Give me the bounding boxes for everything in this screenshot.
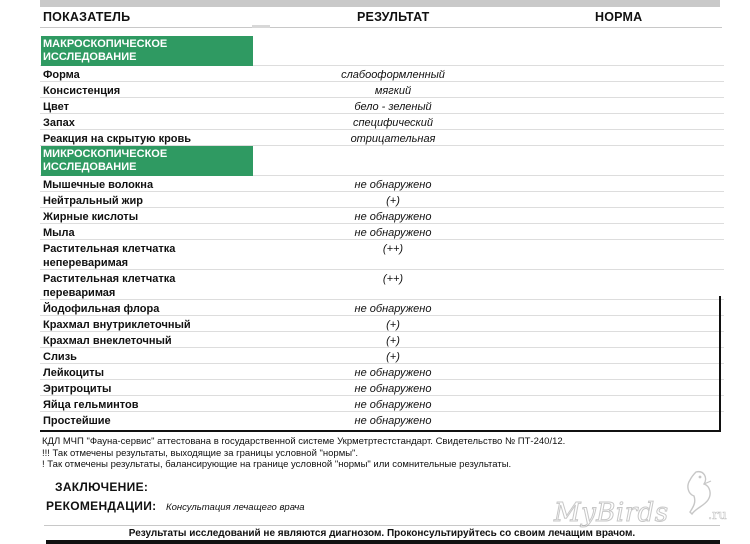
note-borderline: ! Так отмечены результаты, балансирующие на границе условной "нормы" или сомнительные результаты.: [42, 459, 512, 470]
section-title-micro: МИКРОСКОПИЧЕСКОЕ ИССЛЕДОВАНИЕ: [41, 146, 253, 176]
row-value: (++): [382, 273, 404, 285]
row-value: (++): [382, 243, 404, 255]
table-row: [40, 240, 724, 270]
table-right-border: [719, 296, 721, 432]
row-value: не обнаружено: [354, 367, 432, 379]
row-value: бело - зеленый: [354, 101, 432, 113]
row-name: Крахмал внутриклеточный: [43, 319, 191, 331]
table-row: [40, 224, 724, 240]
row-name: Мышечные волокна: [43, 179, 154, 191]
row-name: Мыла: [43, 227, 75, 239]
row-value: не обнаружено: [354, 227, 432, 239]
row-value: не обнаружено: [354, 415, 432, 427]
row-value: слабооформленный: [341, 69, 445, 81]
table-row: [40, 348, 724, 364]
watermark: [548, 468, 738, 538]
table-row: [40, 130, 724, 146]
conclusion-label: ЗАКЛЮЧЕНИЕ:: [55, 480, 149, 494]
table-row: [40, 364, 724, 380]
row-value: (+): [386, 351, 400, 363]
row-name: Растительная клетчатка непереваримая: [43, 243, 176, 269]
row-name: Простейшие: [43, 415, 111, 427]
watermark-text: MyBirds: [554, 498, 669, 528]
table-row: [40, 192, 724, 208]
row-name: Жирные кислоты: [43, 211, 139, 223]
disclaimer-underline: [46, 540, 720, 544]
table-row: [40, 208, 724, 224]
row-value: не обнаружено: [354, 399, 432, 411]
notes-block: [42, 436, 565, 471]
table-row: [40, 332, 724, 348]
table-bottom-border: [40, 430, 720, 432]
row-value: не обнаружено: [354, 383, 432, 395]
row-name: Яйца гельминтов: [43, 399, 139, 411]
table-row: [40, 396, 724, 412]
row-value: (+): [386, 335, 400, 347]
row-name: Консистенция: [43, 85, 121, 97]
row-name: Йодофильная флора: [43, 303, 160, 315]
table-row: [40, 176, 724, 192]
row-name: Лейкоциты: [43, 367, 104, 379]
row-name: Эритроциты: [43, 383, 112, 395]
header-norm: НОРМА: [595, 10, 643, 24]
header-result: РЕЗУЛЬТАТ: [357, 10, 430, 24]
table-row: [40, 300, 724, 316]
note-out-of-range: !!! Так отмечены результаты, выходящие за границы условной "нормы".: [42, 447, 359, 459]
table-row: [40, 380, 724, 396]
table-row: [40, 316, 724, 332]
row-name: Крахмал внеклеточный: [43, 335, 172, 347]
note-certificate: КДЛ МЧП "Фауна-сервис" аттестована в государственной системе Укрметртестстандарт. Свидетельство № ПТ-240/12.: [42, 436, 566, 447]
row-value: отрицательная: [350, 133, 436, 145]
row-value: мягкий: [374, 85, 412, 97]
row-name: Слизь: [43, 351, 77, 363]
table-row: [40, 66, 724, 82]
row-value: не обнаружено: [354, 179, 432, 191]
row-name: Форма: [43, 69, 80, 81]
row-value: (+): [386, 319, 400, 331]
table-row: [40, 270, 724, 300]
watermark-suffix: .ru: [708, 508, 727, 523]
row-value: (+): [386, 195, 400, 207]
disclaimer-text: Результаты исследований не являются диагнозом. Проконсультируйтесь со своим лечащим врачом.: [128, 528, 636, 539]
section-title-macro: МАКРОСКОПИЧЕСКОЕ ИССЛЕДОВАНИЕ: [41, 36, 253, 66]
row-value: специфический: [352, 117, 433, 129]
row-name: Запах: [43, 117, 75, 129]
recommendation-value: Консультация лечащего врача: [166, 502, 305, 513]
table-row: [40, 98, 724, 114]
table-row: [40, 412, 724, 428]
table-row: [40, 114, 724, 130]
header-param: ПОКАЗАТЕЛЬ: [43, 10, 131, 24]
table-row: [40, 82, 724, 98]
row-value: не обнаружено: [354, 211, 432, 223]
row-name: Нейтральный жир: [43, 195, 143, 207]
row-name: Реакция на скрытую кровь: [43, 133, 192, 145]
row-value: не обнаружено: [354, 303, 432, 315]
recommendation-label: РЕКОМЕНДАЦИИ:: [46, 499, 157, 513]
row-name: Цвет: [43, 101, 70, 113]
results-table: [40, 0, 724, 430]
row-name: Растительная клетчатка переваримая: [43, 273, 176, 299]
